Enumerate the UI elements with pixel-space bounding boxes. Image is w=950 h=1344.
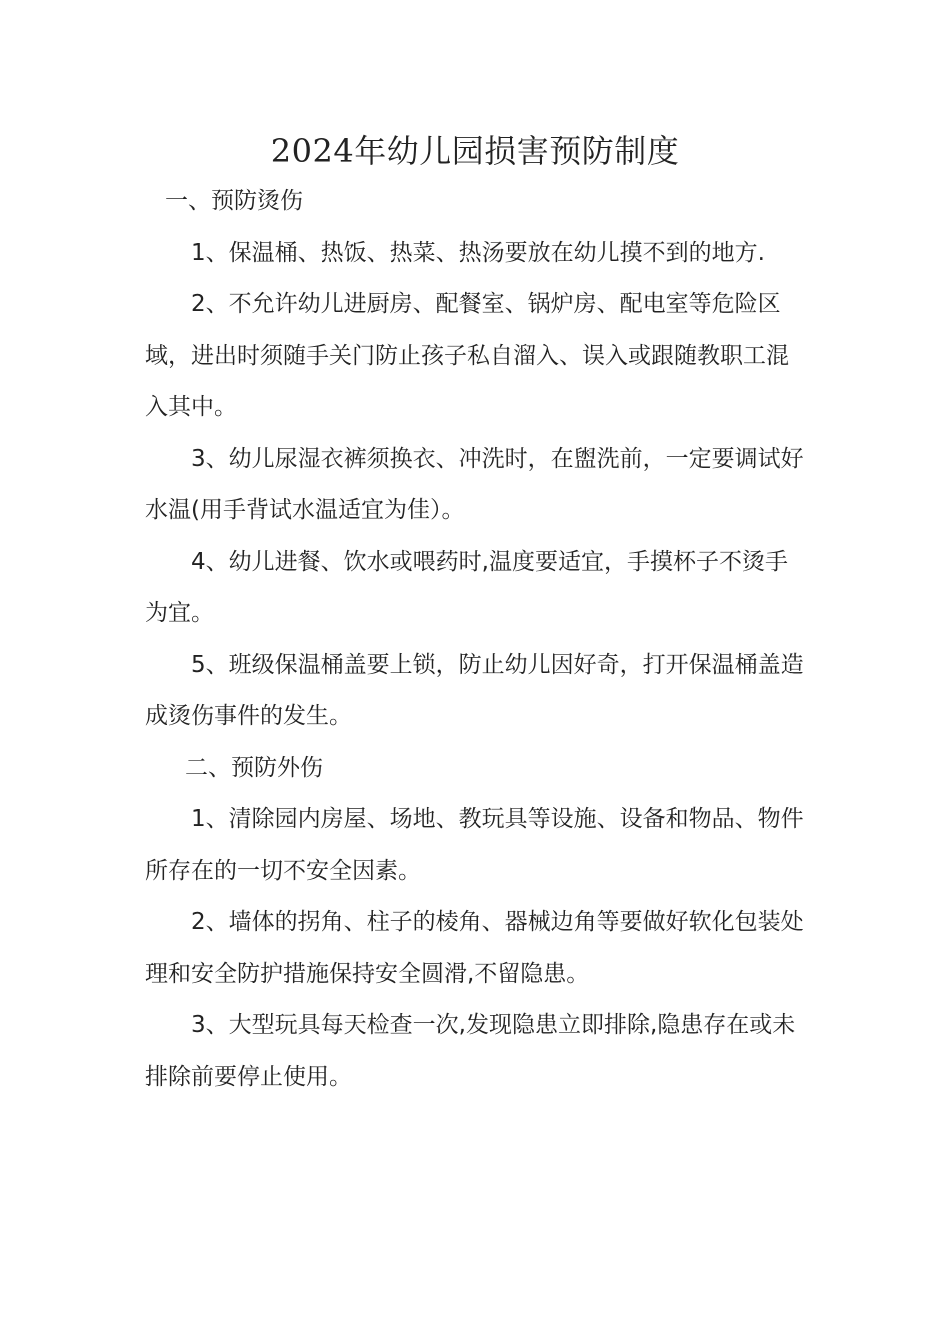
- paragraph-injuries-3: 3、大型玩具每天检查一次,发现隐患立即排除,隐患存在或未排除前要停止使用。: [145, 1012, 796, 1090]
- paragraph-injuries-1: 1、清除园内房屋、场地、教玩具等设施、设备和物品、物件所存在的一切不安全因素。: [145, 806, 804, 884]
- paragraph-burns-4: 4、幼儿进餐、饮水或喂药时,温度要适宜，手摸杯子不烫手为宜。: [145, 548, 788, 626]
- document-body: [145, 176, 807, 1103]
- paragraph-burns-1: 1、保温桶、热饭、热菜、热汤要放在幼儿摸不到的地方.: [191, 239, 765, 266]
- section-heading-burns: 一、预防烫伤: [165, 188, 303, 214]
- paragraph-burns-5: 5、班级保温桶盖要上锁，防止幼儿因好奇，打开保温桶盖造成烫伤事件的发生。: [145, 651, 804, 729]
- paragraph-injuries-2: 2、墙体的拐角、柱子的棱角、器械边角等要做好软化包装处理和安全防护措施保持安全圆滑,不留隐患。: [145, 909, 804, 987]
- document-title: 2024年幼儿园损害预防制度: [270, 132, 680, 170]
- paragraph-burns-2: 2、不允许幼儿进厨房、配餐室、锅炉房、配电室等危险区域，进出时须随手关门防止孩子私自溜入、误入或跟随教职工混入其中。: [145, 291, 789, 420]
- section-heading-injuries: 二、预防外伤: [185, 754, 323, 781]
- paragraph-burns-3: 3、幼儿尿湿衣裤须换衣、冲洗时，在盥洗前，一定要调试好水温(用手背试水温适宜为佳）。: [145, 445, 804, 523]
